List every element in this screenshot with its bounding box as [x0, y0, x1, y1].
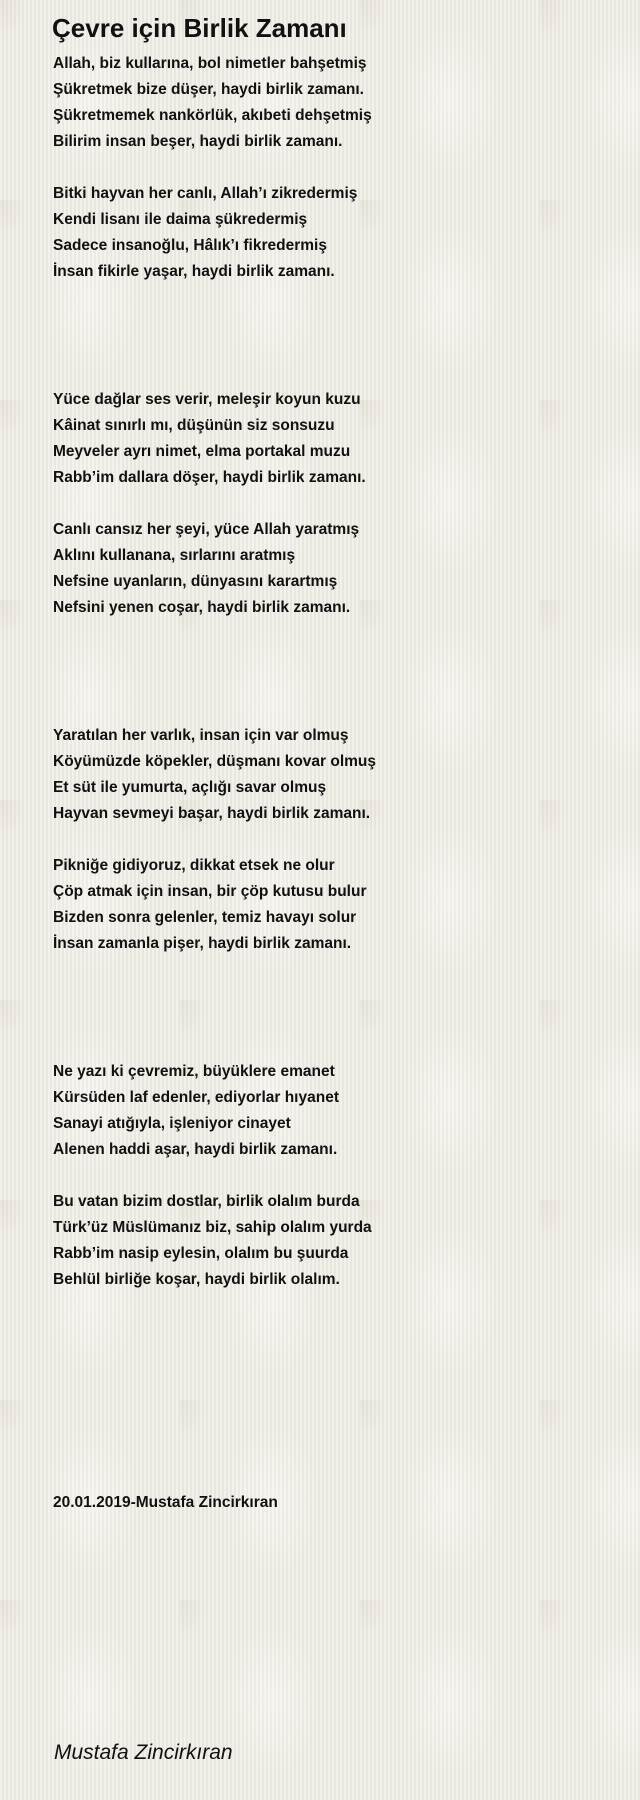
poem-line: Yüce dağlar ses verir, meleşir koyun kuzu	[53, 391, 361, 408]
poem-line: Bilirim insan beşer, haydi birlik zamanı.	[53, 133, 343, 150]
poem-line: Yaratılan her varlık, insan için var olmuş	[53, 727, 349, 744]
poem-line: Rabb’im nasip eylesin, olalım bu şuurda	[53, 1245, 349, 1262]
poem-line: Et süt ile yumurta, açlığı savar olmuş	[53, 779, 327, 796]
poem-line: Hayvan sevmeyi başar, haydi birlik zamanı.	[53, 805, 371, 822]
poem-line: Canlı cansız her şeyi, yüce Allah yaratmış	[53, 521, 360, 538]
stanza-1	[53, 51, 613, 155]
poem-line: Köyümüzde köpekler, düşmanı kovar olmuş	[53, 753, 377, 770]
stanza-5	[53, 723, 613, 827]
poem-line: Nefsini yenen coşar, haydi birlik zamanı.	[53, 599, 351, 616]
poem-line: İnsan zamanla pişer, haydi birlik zamanı.	[53, 935, 352, 952]
poem-line: Şükretmek bize düşer, haydi birlik zamanı.	[53, 81, 364, 98]
poem-line: Aklını kullanana, sırlarını aratmış	[53, 547, 296, 564]
poem-line: Sanayi atığıyla, işleniyor cinayet	[53, 1115, 291, 1132]
stanza-group-1	[53, 51, 613, 285]
poem-line: Behlül birliğe koşar, haydi birlik olalım.	[53, 1271, 340, 1288]
poem-line: Pikniğe gidiyoruz, dikkat etsek ne olur	[53, 857, 335, 874]
stanza-8	[53, 1189, 613, 1293]
poem-line: Sadece insanoğlu, Hâlık’ı fikredermiş	[53, 237, 327, 254]
poem-line: Çöp atmak için insan, bir çöp kutusu bulur	[53, 883, 367, 900]
poem-line: Meyveler ayrı nimet, elma portakal muzu	[53, 443, 351, 460]
stanza-group-3	[53, 723, 613, 957]
stanza-6	[53, 853, 613, 957]
poem-line: Bitki hayvan her canlı, Allah’ı zikredermiş	[53, 185, 358, 202]
stanza-7	[53, 1059, 613, 1163]
poem-line: Kendi lisanı ile daima şükredermiş	[53, 211, 308, 228]
poem-line: Bizden sonra gelenler, temiz havayı solur	[53, 909, 357, 926]
poem-line: Şükretmemek nankörlük, akıbeti dehşetmiş	[53, 107, 372, 124]
stanza-group-4	[53, 1059, 613, 1293]
poem-line: Nefsine uyanların, dünyasını karartmış	[53, 573, 338, 590]
poem-line: Rabb’im dallara döşer, haydi birlik zamanı.	[53, 469, 366, 486]
poem-title: Çevre için Birlik Zamanı	[52, 13, 347, 43]
poem-line: İnsan fikirle yaşar, haydi birlik zamanı.	[53, 263, 335, 280]
poem-line: Allah, biz kullarına, bol nimetler bahşetmiş	[53, 55, 367, 72]
poem-line: Bu vatan bizim dostlar, birlik olalım burda	[53, 1193, 360, 1210]
poem-line: Kürsüden laf edenler, ediyorlar hıyanet	[53, 1089, 339, 1106]
author-signature: Mustafa Zincirkıran	[54, 1741, 233, 1764]
stanza-group-2	[53, 387, 613, 621]
stanza-2	[53, 181, 613, 285]
poem-body	[53, 51, 613, 1293]
poem-line: Türk’üz Müslümanız biz, sahip olalım yurda	[53, 1219, 372, 1236]
date-author-line: 20.01.2019-Mustafa Zincirkıran	[53, 1494, 278, 1511]
poem-line: Ne yazı ki çevremiz, büyüklere emanet	[53, 1063, 335, 1080]
poem-line: Alenen haddi aşar, haydi birlik zamanı.	[53, 1141, 338, 1158]
stanza-3	[53, 387, 613, 491]
poem-line: Kâinat sınırlı mı, düşünün siz sonsuzu	[53, 417, 335, 434]
stanza-4	[53, 517, 613, 621]
